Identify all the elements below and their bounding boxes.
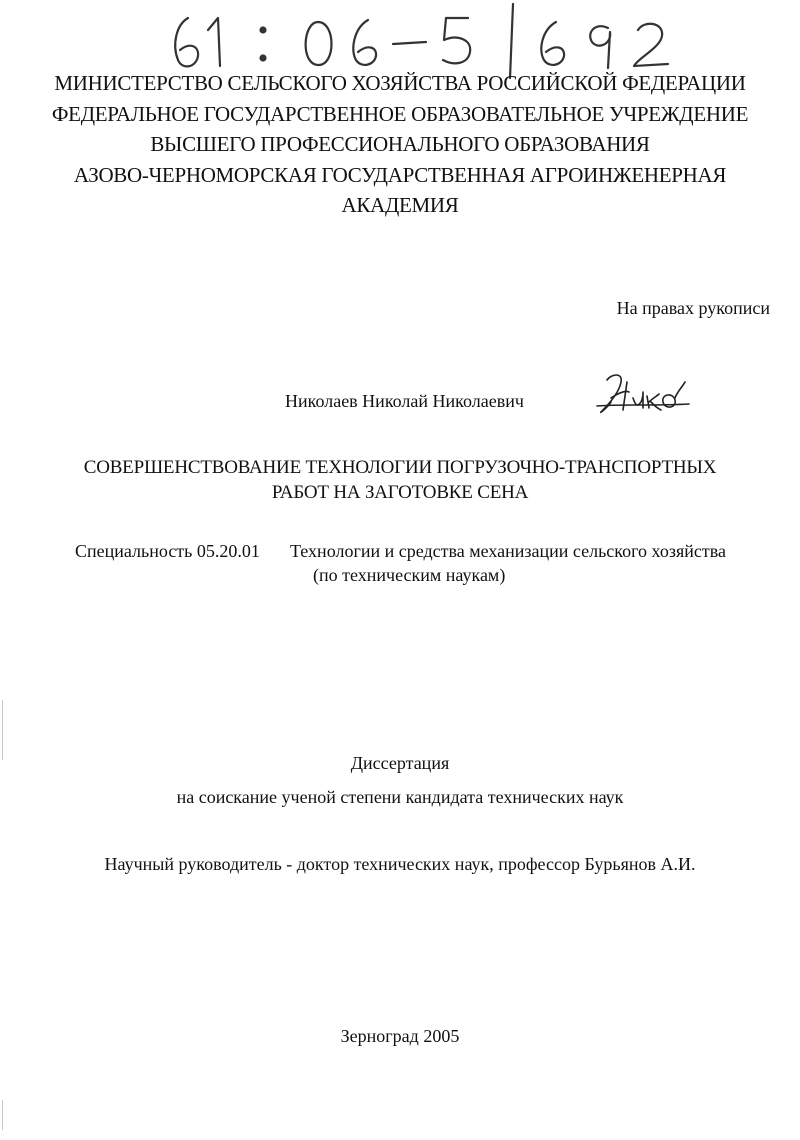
- dissertation-label: Диссертация: [350, 753, 450, 773]
- title-line: СОВЕРШЕНСТВОВАНИЕ ТЕХНОЛОГИИ ПОГРУЗОЧНО-ТРАНСПОРТНЫХ: [83, 457, 717, 478]
- specialty-note: (по техническим наукам): [313, 565, 506, 585]
- header-line: АЗОВО-ЧЕРНОМОРСКАЯ ГОСУДАРСТВЕННАЯ АГРОИНЖЕНЕРНАЯ: [73, 162, 727, 187]
- institution-header: [0, 68, 800, 221]
- degree-line: на соискание ученой степени кандидата технических наук: [176, 787, 624, 807]
- header-line: МИНИСТЕРСТВО СЕЛЬСКОГО ХОЗЯЙСТВА РОССИЙСКОЙ ФЕДЕРАЦИИ: [54, 71, 746, 95]
- title-line: РАБОТ НА ЗАГОТОВКЕ СЕНА: [271, 482, 529, 503]
- author-name: Николаев Николай Николаевич: [285, 391, 524, 411]
- scan-artifact: [2, 700, 3, 760]
- advisor-line: Научный руководитель - доктор технических наук, профессор Бурьянов А.И.: [104, 854, 696, 874]
- header-line: ФЕДЕРАЛЬНОЕ ГОСУДАРСТВЕННОЕ ОБРАЗОВАТЕЛЬНОЕ УЧРЕЖДЕНИЕ: [51, 101, 749, 126]
- manuscript-note: На правах рукописи: [616, 298, 770, 318]
- city-year: Зерноград 2005: [340, 1026, 460, 1046]
- scan-artifact: [2, 1100, 3, 1130]
- specialty-name: Технологии и средства механизации сельского хозяйства: [290, 541, 726, 561]
- specialty-label: Специальность 05.20.01: [75, 541, 260, 561]
- header-line: ВЫСШЕГО ПРОФЕССИОНАЛЬНОГО ОБРАЗОВАНИЯ: [150, 132, 650, 156]
- author-signature: [593, 368, 693, 418]
- dissertation-title: [0, 455, 800, 505]
- header-line: АКАДЕМИЯ: [341, 193, 459, 217]
